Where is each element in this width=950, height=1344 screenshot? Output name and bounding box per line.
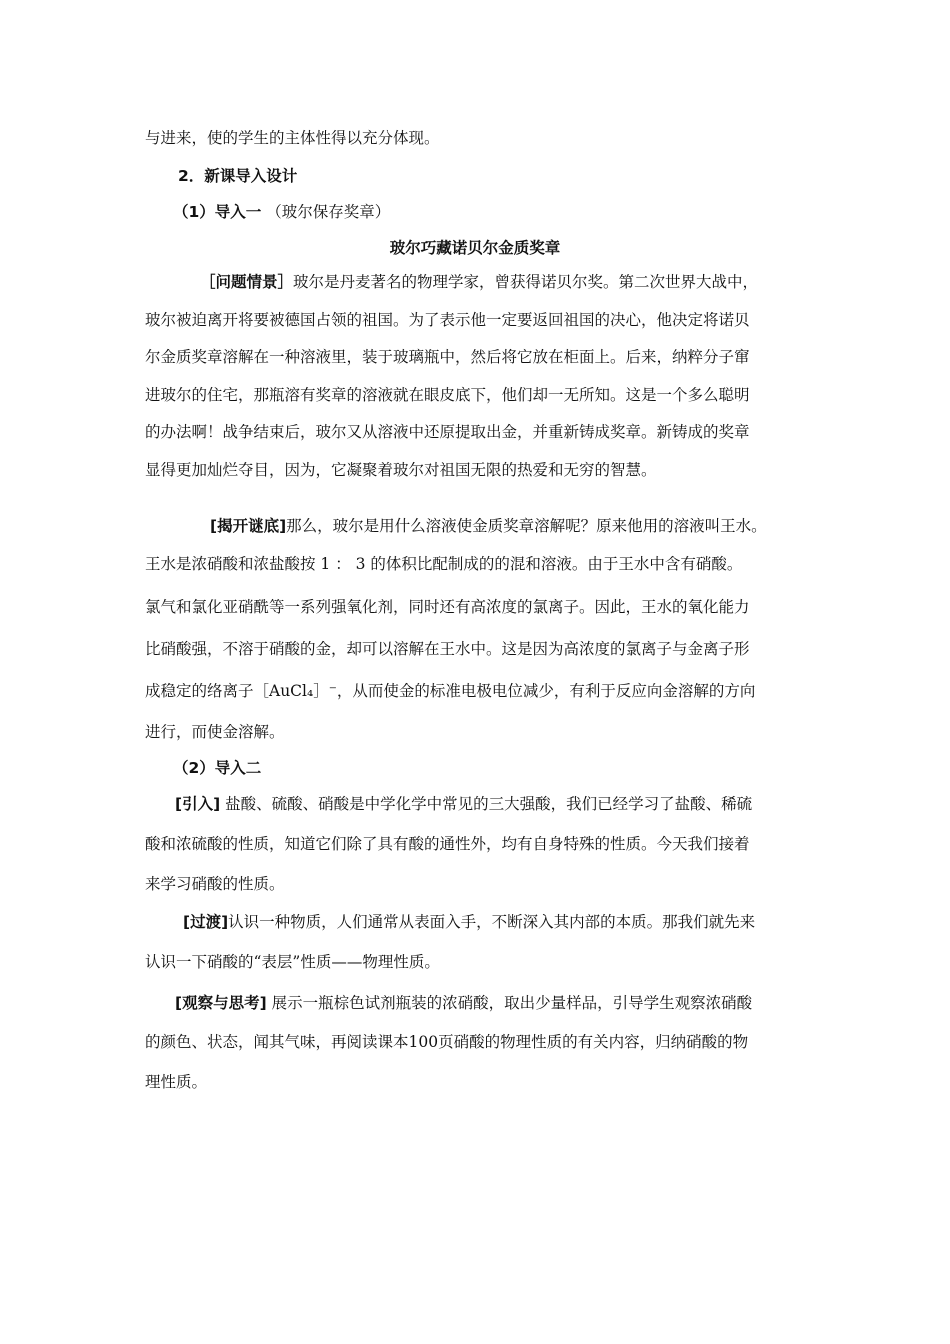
paragraph-line: 认识一下硝酸的“表层”性质——物理性质。 [145,953,440,971]
section-heading: 2．新课导入设计 [178,167,298,185]
paragraph-tag: ［问题情景］ [200,273,294,291]
paragraph-tag: [过渡] [183,913,229,931]
paragraph-line: 的办法啊！战争结束后，玻尔又从溶液中还原提取出金，并重新铸成奖章。新铸成的奖章 [145,423,750,441]
paragraph-line: 来学习硝酸的性质。 [145,875,285,893]
paragraph-line: 玻尔被迫离开将要被德国占领的祖国。为了表示他一定要返回祖国的决心，他决定将诺贝 [145,311,750,329]
subsection-heading-note: （玻尔保存奖章） [266,203,391,221]
subsection-heading-label: （1）导入一 [173,203,262,221]
paragraph-line: 显得更加灿烂夺目，因为，它凝聚着玻尔对祖国无限的热爱和无穷的智慧。 [145,461,657,479]
paragraph-line: 进行，而使金溶解。 [145,723,285,741]
paragraph-line [200,272,758,292]
paragraph-text: 展示一瓶棕色试剂瓶装的浓硝酸，取出少量样品，引导学生观察浓硝酸 [271,994,753,1012]
paragraph-line [175,794,752,814]
paragraph-tag: [观察与思考] [175,994,267,1012]
paragraph-line: 比硝酸强，不溶于硝酸的金，却可以溶解在王水中。这是因为高浓度的氯离子与金离子形 [145,640,750,658]
paragraph-text: 盐酸、硫酸、硝酸是中学化学中常见的三大强酸，我们已经学习了盐酸、稀硫 [225,795,753,813]
paragraph-tag: [引入] [175,795,221,813]
subsection-heading [173,202,390,222]
paragraph-line [210,516,767,536]
paragraph-line: 氯气和氯化亚硝酰等一系列强氧化剂，同时还有高浓度的氯离子。因此，王水的氧化能力 [145,598,750,616]
paragraph-text: 玻尔是丹麦著名的物理学家，曾获得诺贝尔奖。第二次世界大战中， [293,273,759,291]
paragraph-tag: [揭开谜底] [210,517,287,535]
text-line: 与进来，使的学生的主体性得以充分体现。 [145,129,440,147]
paragraph-text: 认识一种物质，人们通常从表面入手，不断深入其内部的本质。那我们就先来 [228,913,756,931]
paragraph-line: 酸和浓硫酸的性质，知道它们除了具有酸的通性外，均有自身特殊的性质。今天我们接着 [145,835,750,853]
paragraph-text: 那么，玻尔是用什么溶液使金质奖章溶解呢？原来他用的溶液叫王水。 [286,517,767,535]
paragraph-line: 的颜色、状态，闻其气味，再阅读课本100页硝酸的物理性质的有关内容，归纳硝酸的物 [145,1033,749,1051]
paragraph-line: 王水是浓硝酸和浓盐酸按 1 ： 3 的体积比配制成的的混和溶液。由于王水中含有硝酸。 [145,555,743,573]
paragraph-line [175,993,752,1013]
subsection-heading: （2）导入二 [173,759,262,777]
paragraph-line: 理性质。 [145,1073,208,1091]
paragraph-line: 成稳定的络离子［AuCl₄］⁻，从而使金的标准电极电位减少，有利于反应向金溶解的方向 [145,682,756,700]
story-title: 玻尔巧藏诺贝尔金质奖章 [389,239,561,257]
paragraph-line: 进玻尔的住宅，那瓶溶有奖章的溶液就在眼皮底下，他们却一无所知。这是一个多么聪明 [145,386,750,404]
paragraph-line: 尔金质奖章溶解在一种溶液里，装于玻璃瓶中，然后将它放在柜面上。后来，纳粹分子窜 [145,348,750,366]
paragraph-line [183,912,755,932]
